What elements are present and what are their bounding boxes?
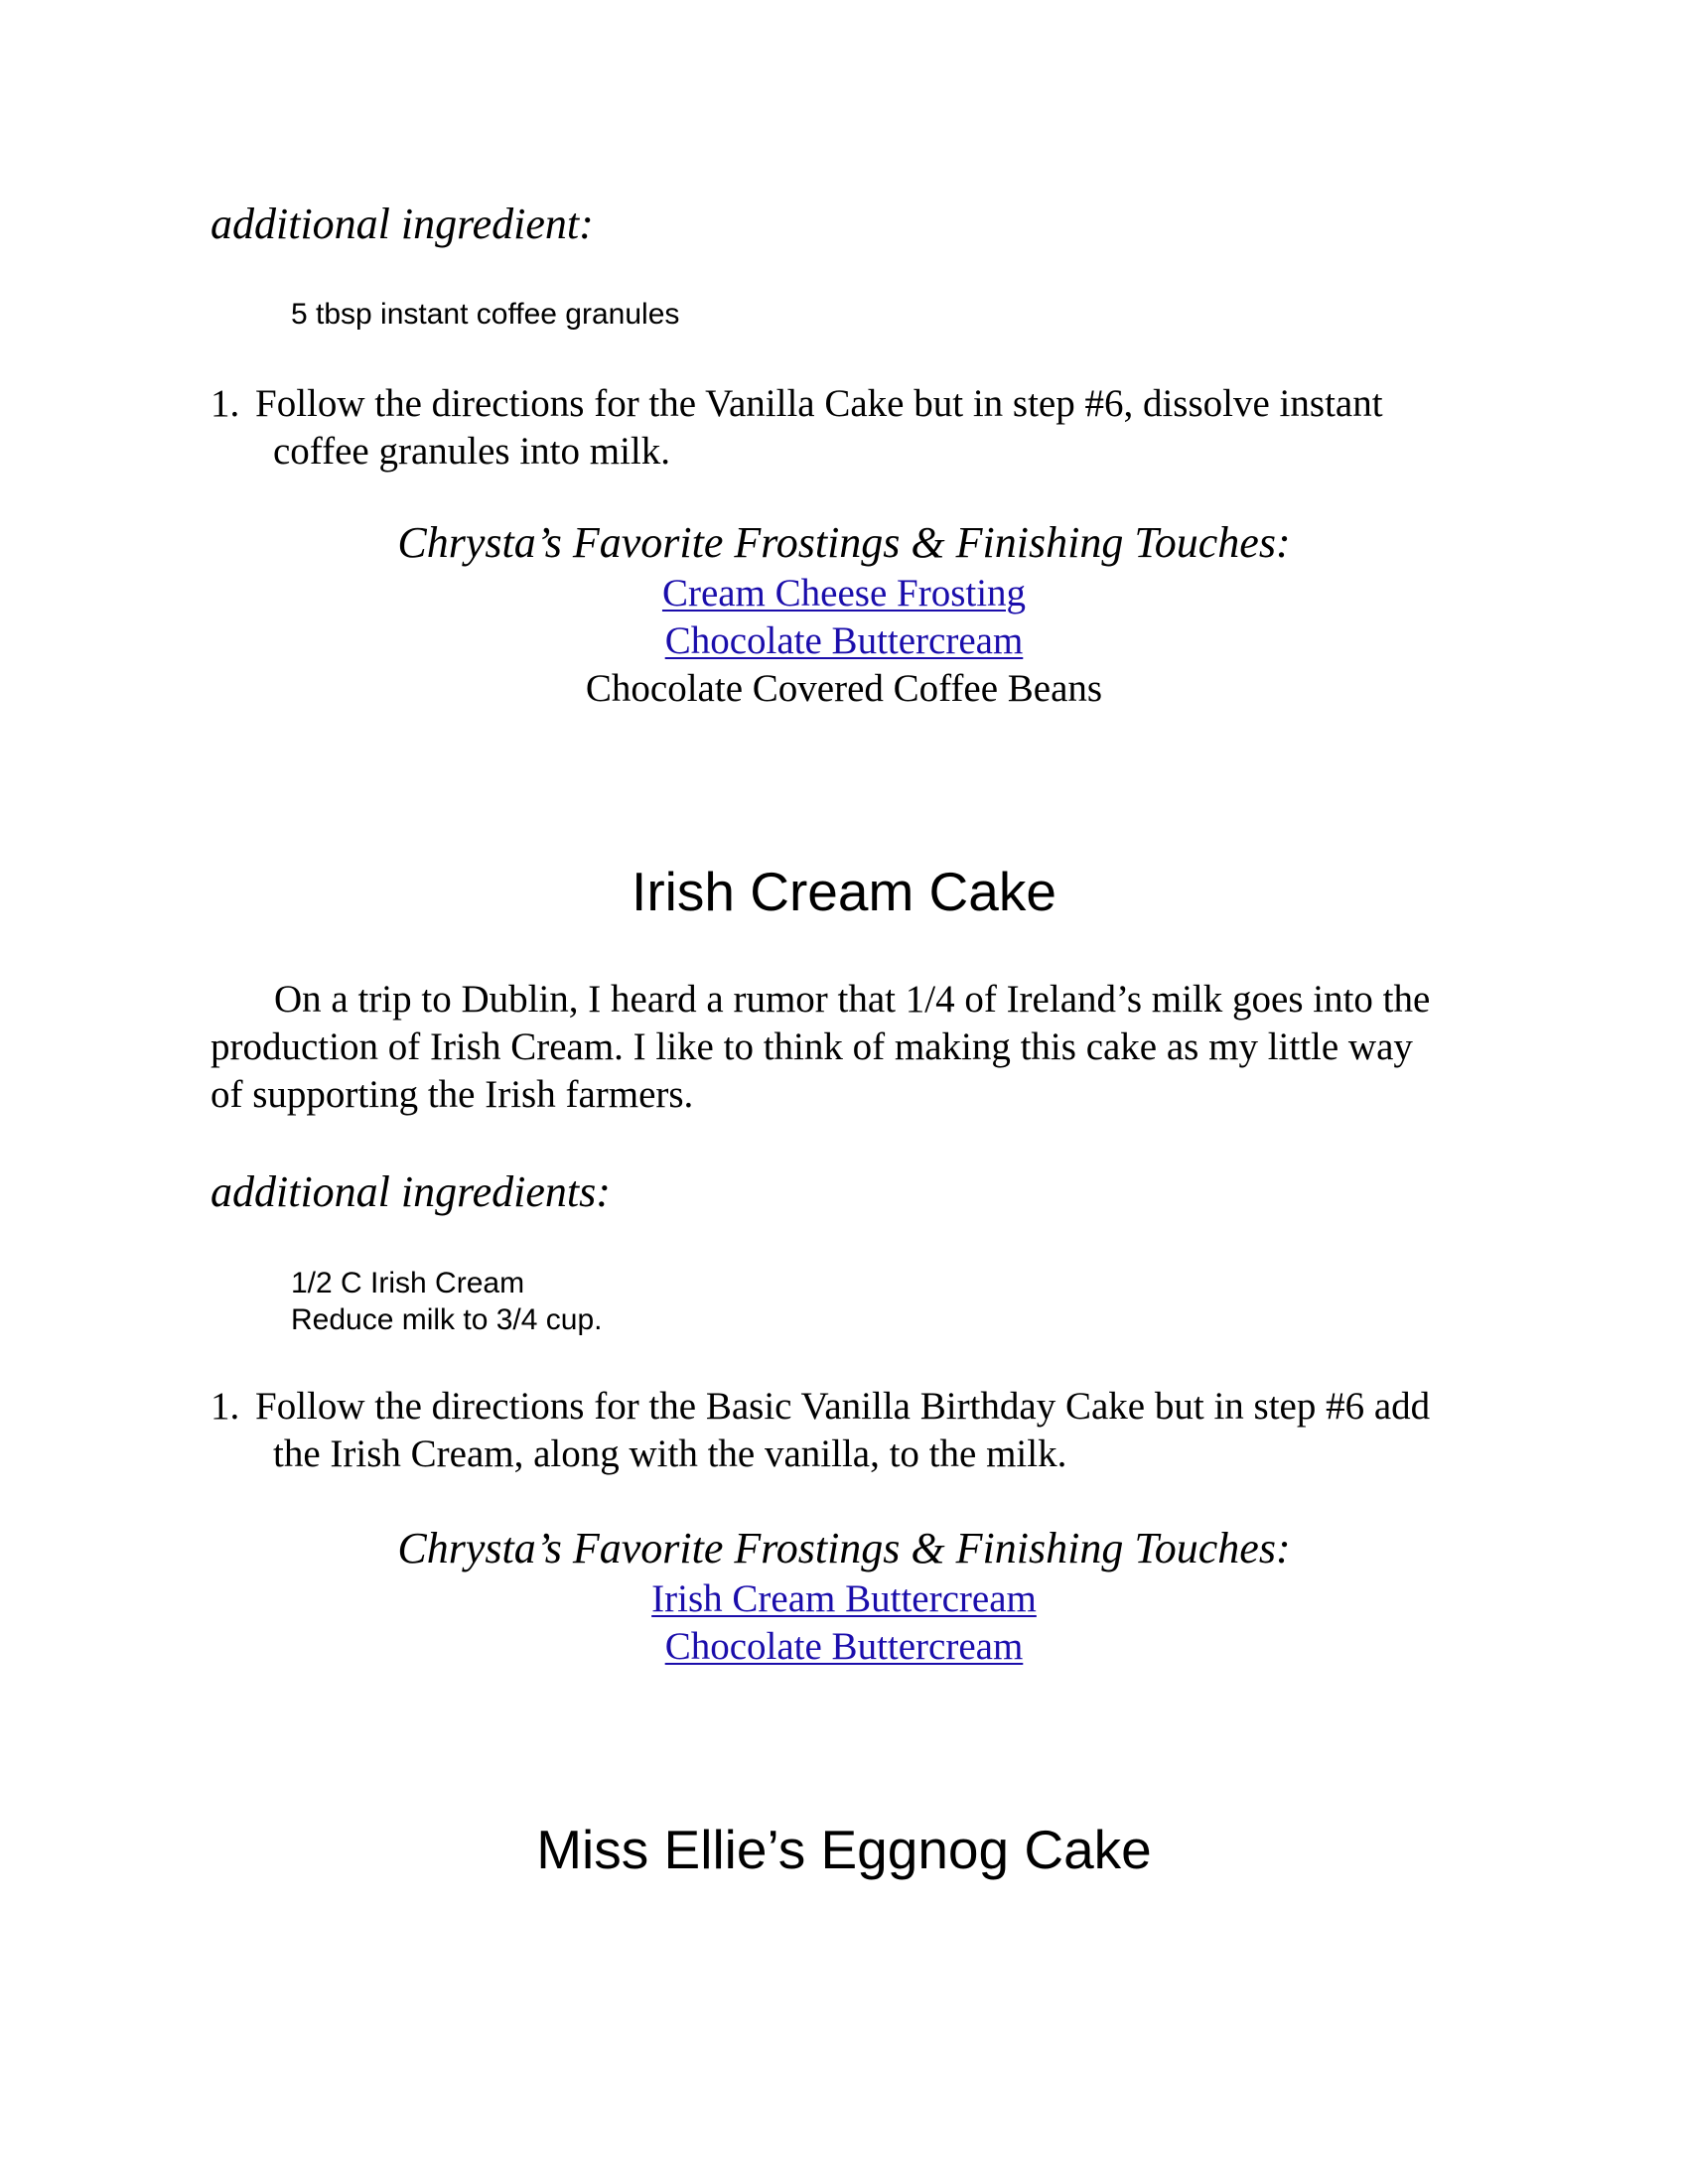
favorites-block: [0, 1524, 1688, 1671]
step-text-line: Follow the directions for the Vanilla Cake but in step #6, dissolve instant: [255, 382, 1383, 425]
recipe-title: Miss Ellie’s Eggnog Cake: [536, 1819, 1152, 1880]
chocolate-buttercream-link[interactable]: Chocolate Buttercream: [664, 1625, 1024, 1668]
ingredient-list: [291, 1265, 603, 1338]
recipe-title: Irish Cream Cake: [632, 861, 1056, 922]
ingredient-list: [291, 296, 679, 333]
ingredient-item: Reduce milk to 3/4 cup.: [291, 1303, 603, 1336]
step-number: 1.: [211, 1385, 240, 1428]
step-text-line: coffee granules into milk.: [273, 430, 670, 473]
favorites-block: [0, 518, 1688, 713]
intro-line: On a trip to Dublin, I heard a rumor that 1/4 of Ireland’s milk goes into the: [274, 978, 1431, 1021]
direction-step: [211, 1383, 1521, 1478]
favorites-title: Chrysta’s Favorite Frostings & Finishing Touches:: [397, 518, 1291, 567]
additional-ingredient-label: additional ingredient:: [211, 200, 594, 248]
favorite-item: Chocolate Covered Coffee Beans: [585, 667, 1103, 710]
ingredient-item: 5 tbsp instant coffee granules: [291, 298, 680, 331]
direction-step: [211, 380, 1521, 476]
step-text-line: Follow the directions for the Basic Vanilla Birthday Cake but in step #6 add: [255, 1385, 1431, 1428]
step-number: 1.: [211, 382, 240, 425]
irish-cream-buttercream-link[interactable]: Irish Cream Buttercream: [651, 1577, 1037, 1620]
additional-ingredients-label: additional ingredients:: [211, 1167, 611, 1216]
ingredient-item: 1/2 C Irish Cream: [291, 1267, 525, 1299]
recipe-intro: [211, 976, 1501, 1119]
cream-cheese-frosting-link[interactable]: Cream Cheese Frosting: [661, 572, 1027, 614]
favorites-title: Chrysta’s Favorite Frostings & Finishing Touches:: [397, 1524, 1291, 1572]
chocolate-buttercream-link[interactable]: Chocolate Buttercream: [664, 619, 1024, 662]
intro-line: production of Irish Cream. I like to think of making this cake as my little way: [211, 1025, 1413, 1068]
intro-line: of supporting the Irish farmers.: [211, 1073, 694, 1116]
step-text-line: the Irish Cream, along with the vanilla, to the milk.: [273, 1433, 1067, 1475]
